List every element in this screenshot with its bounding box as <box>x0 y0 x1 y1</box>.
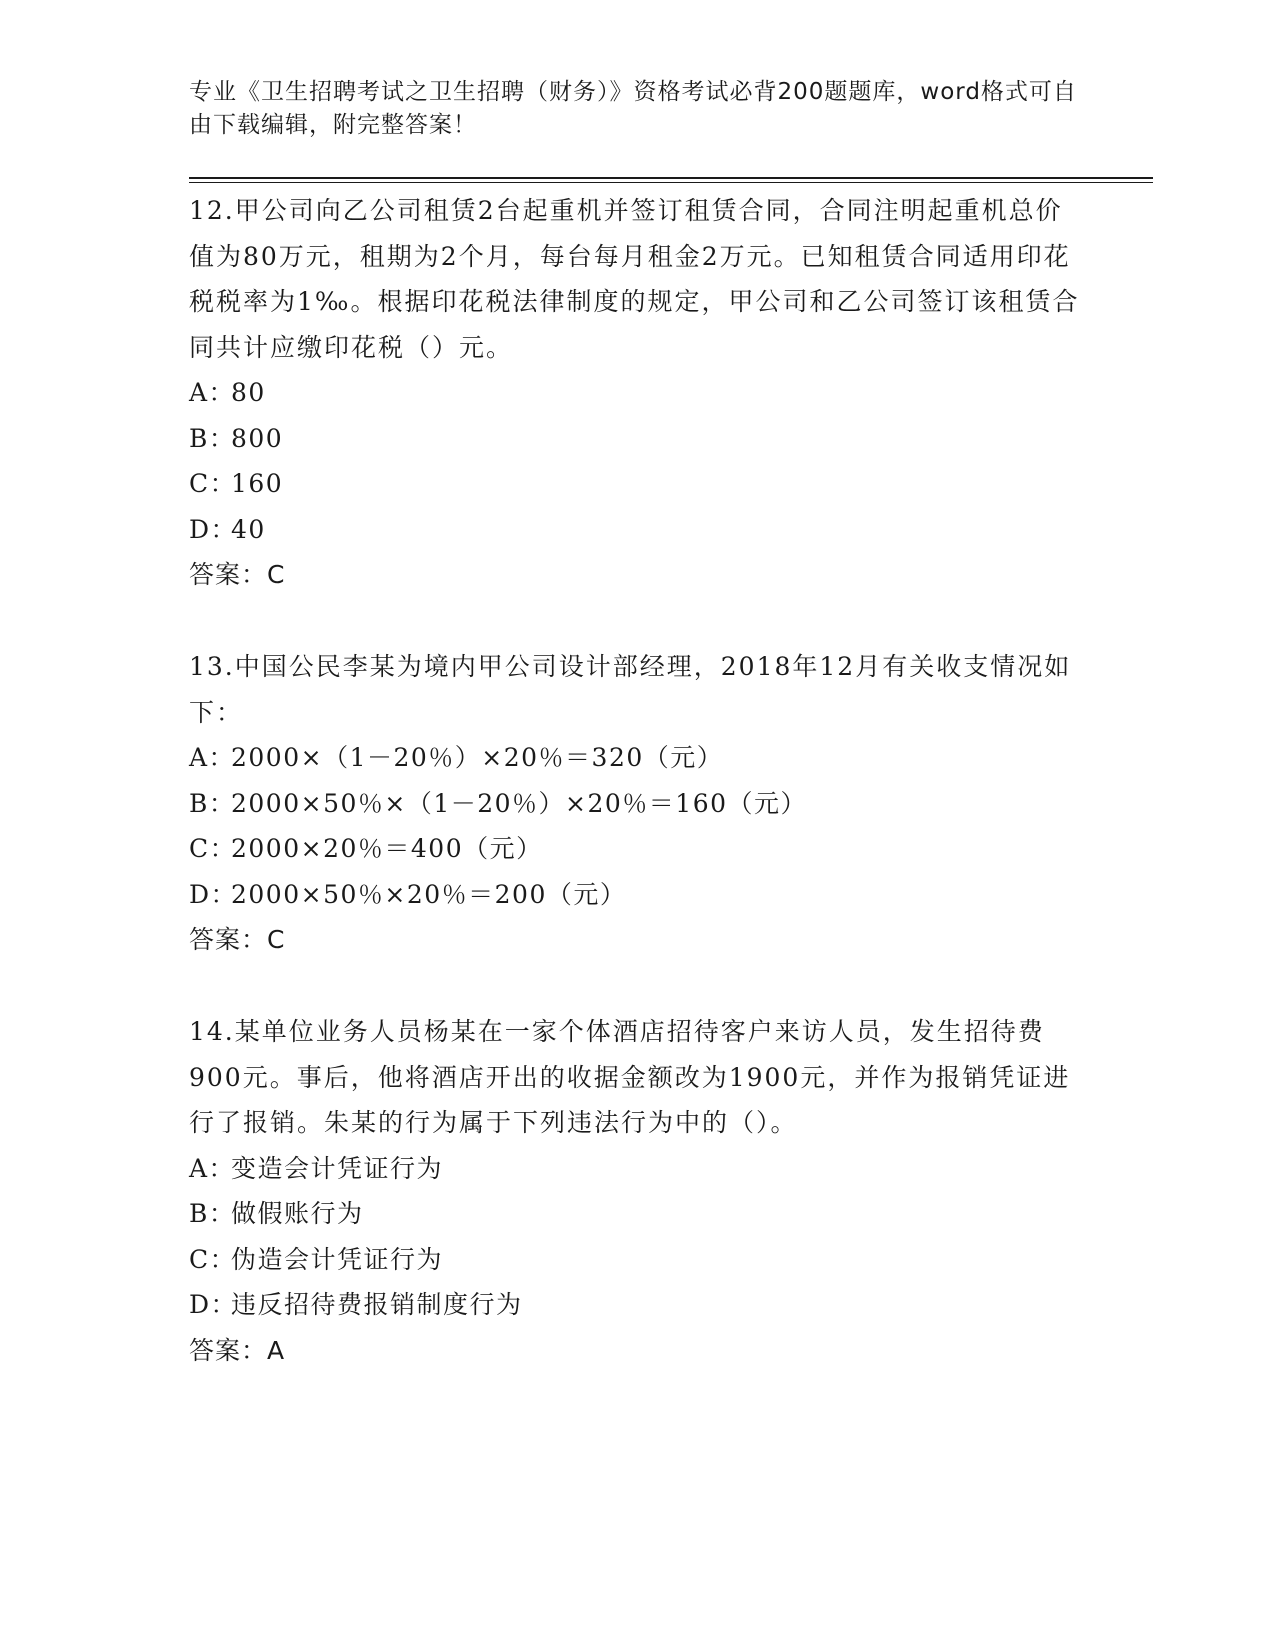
option-letter: B： <box>189 788 236 818</box>
option-text: 80 <box>231 378 266 407</box>
option-d <box>189 1282 1089 1328</box>
option-a <box>189 1146 1089 1192</box>
option-text: 40 <box>231 514 266 544</box>
option-text: 2000×（1－20％）×20％＝320（元） <box>231 743 724 772</box>
answer-line: 答案：C <box>189 925 286 954</box>
option-b <box>189 1191 1089 1237</box>
answer-line: 答案：A <box>189 1335 286 1365</box>
option-text: 800 <box>231 423 284 453</box>
option-letter: A： <box>189 1153 236 1183</box>
option-c <box>189 461 1089 507</box>
header-divider-thin <box>189 182 1153 183</box>
document-header <box>189 76 1089 142</box>
option-a <box>189 735 1089 781</box>
option-letter: A： <box>189 743 236 772</box>
header-title: 专业《卫生招聘考试之卫生招聘（财务）》资格考试必背200题题库，word格式可自由下载编辑，附完整答案！ <box>189 79 1077 138</box>
option-a <box>189 370 1089 416</box>
option-c <box>189 1237 1089 1283</box>
question-13 <box>189 644 1089 963</box>
option-text: 伪造会计凭证行为 <box>231 1244 444 1274</box>
option-letter: D： <box>189 514 238 544</box>
question-12 <box>189 188 1089 598</box>
option-letter: C： <box>189 1244 237 1274</box>
option-text: 2000×50％×20％＝200（元） <box>231 879 627 909</box>
option-letter: B： <box>189 423 236 453</box>
option-letter: B： <box>189 1199 236 1228</box>
option-text: 做假账行为 <box>231 1199 364 1228</box>
option-text: 违反招待费报销制度行为 <box>231 1290 523 1319</box>
header-divider-thick <box>189 177 1153 179</box>
option-d <box>189 872 1089 918</box>
question-text: 12.甲公司向乙公司租赁2台起重机并签订租赁合同，合同注明起重机总价值为80万元，租期为2个月，每台每月租金2万元。已知租赁合同适用印花税税率为1‰。根据印花税法律制度的规定，甲公司和乙公司签订该租赁合同共计应缴印花税（）元。 <box>189 196 1080 362</box>
option-d <box>189 507 1089 553</box>
option-letter: C： <box>189 469 237 498</box>
question-text: 14.某单位业务人员杨某在一家个体酒店招待客户来访人员，发生招待费900元。事后，他将酒店开出的收据金额改为1900元，并作为报销凭证进行了报销。朱某的行为属于下列违法行为中的（）。 <box>189 1017 1071 1137</box>
option-b <box>189 416 1089 462</box>
option-text: 160 <box>231 469 284 498</box>
option-text: 2000×20％＝400（元） <box>231 834 543 863</box>
option-c <box>189 826 1089 872</box>
option-letter: D： <box>189 879 238 909</box>
question-text: 13.中国公民李某为境内甲公司设计部经理，2018年12月有关收支情况如下： <box>189 652 1072 727</box>
option-text: 2000×50％×（1－20％）×20％＝160（元） <box>231 788 808 818</box>
option-letter: D： <box>189 1290 238 1319</box>
question-14 <box>189 1009 1089 1373</box>
option-letter: C： <box>189 834 237 863</box>
option-text: 变造会计凭证行为 <box>231 1153 444 1183</box>
option-b <box>189 781 1089 827</box>
option-letter: A： <box>189 378 236 407</box>
answer-line: 答案：C <box>189 560 286 589</box>
